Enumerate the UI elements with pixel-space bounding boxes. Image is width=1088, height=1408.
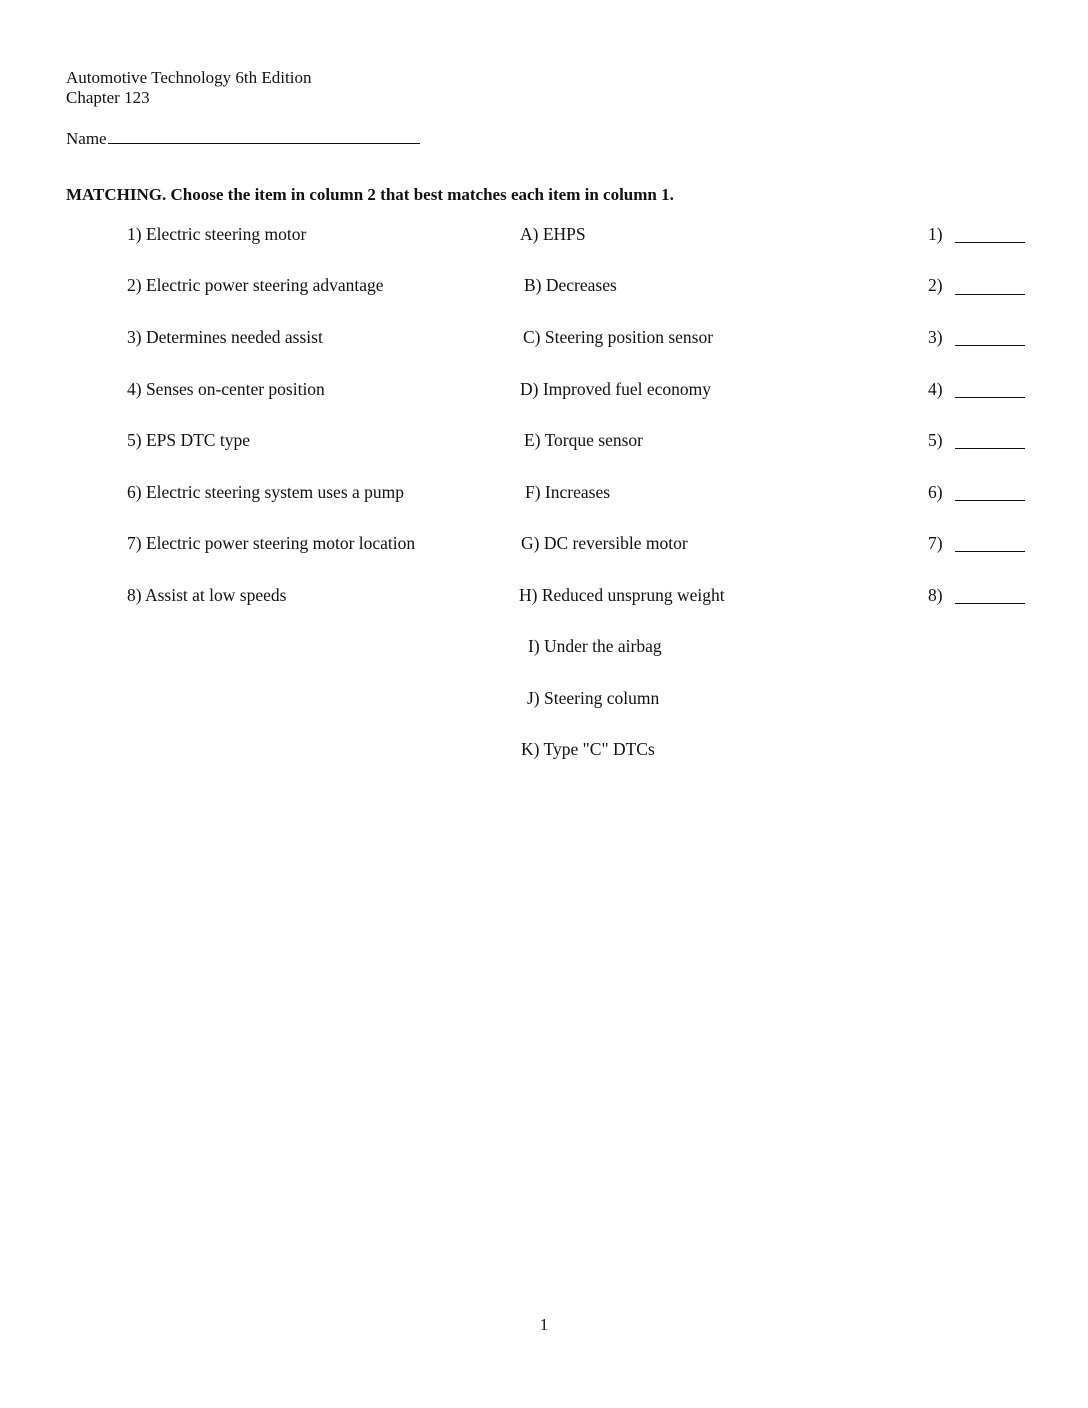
column1-item-8: 8) Assist at low speeds xyxy=(127,585,287,605)
course-title: Automotive Technology 6th Edition xyxy=(66,68,312,87)
answer-number-1: 1) xyxy=(928,224,943,244)
column2-item-i: I) Under the airbag xyxy=(528,636,662,656)
answer-blank-4[interactable] xyxy=(955,397,1025,398)
page-number: 1 xyxy=(539,1315,549,1334)
name-row xyxy=(66,126,420,149)
answer-blank-3[interactable] xyxy=(955,345,1025,346)
answer-blank-7[interactable] xyxy=(955,551,1025,552)
answer-number-2: 2) xyxy=(928,275,943,295)
answer-number-8: 8) xyxy=(928,585,943,605)
answer-number-6: 6) xyxy=(928,482,943,502)
column2-item-h: H) Reduced unsprung weight xyxy=(519,585,725,605)
column2-item-e: E) Torque sensor xyxy=(524,430,643,450)
column2-item-b: B) Decreases xyxy=(524,275,617,295)
column2-item-j: J) Steering column xyxy=(527,688,660,708)
column2-item-k: K) Type "C" DTCs xyxy=(521,739,655,759)
answer-blank-5[interactable] xyxy=(955,448,1025,449)
column1-item-5: 5) EPS DTC type xyxy=(127,430,250,450)
answer-blank-2[interactable] xyxy=(955,294,1025,295)
answer-number-3: 3) xyxy=(928,327,943,347)
column1-item-3: 3) Determines needed assist xyxy=(127,327,323,347)
chapter-label: Chapter 123 xyxy=(66,88,150,107)
answer-number-5: 5) xyxy=(928,430,943,450)
matching-instructions: MATCHING. Choose the item in column 2 that best matches each item in column 1. xyxy=(66,185,674,204)
column1-item-4: 4) Senses on-center position xyxy=(127,379,325,399)
name-field[interactable] xyxy=(108,126,420,144)
column2-item-g: G) DC reversible motor xyxy=(521,533,688,553)
column2-item-f: F) Increases xyxy=(525,482,611,502)
answer-blank-1[interactable] xyxy=(955,242,1025,243)
column1-item-7: 7) Electric power steering motor location xyxy=(127,533,416,553)
column1-item-2: 2) Electric power steering advantage xyxy=(127,275,384,295)
name-label: Name xyxy=(66,129,107,148)
column1-item-1: 1) Electric steering motor xyxy=(127,224,307,244)
column2-item-c: C) Steering position sensor xyxy=(523,327,714,347)
answer-number-4: 4) xyxy=(928,379,943,399)
answer-blank-6[interactable] xyxy=(955,500,1025,501)
column1-item-6: 6) Electric steering system uses a pump xyxy=(127,482,405,502)
column2-item-a: A) EHPS xyxy=(520,224,586,244)
answer-number-7: 7) xyxy=(928,533,943,553)
answer-blank-8[interactable] xyxy=(955,603,1025,604)
column2-item-d: D) Improved fuel economy xyxy=(520,379,711,399)
